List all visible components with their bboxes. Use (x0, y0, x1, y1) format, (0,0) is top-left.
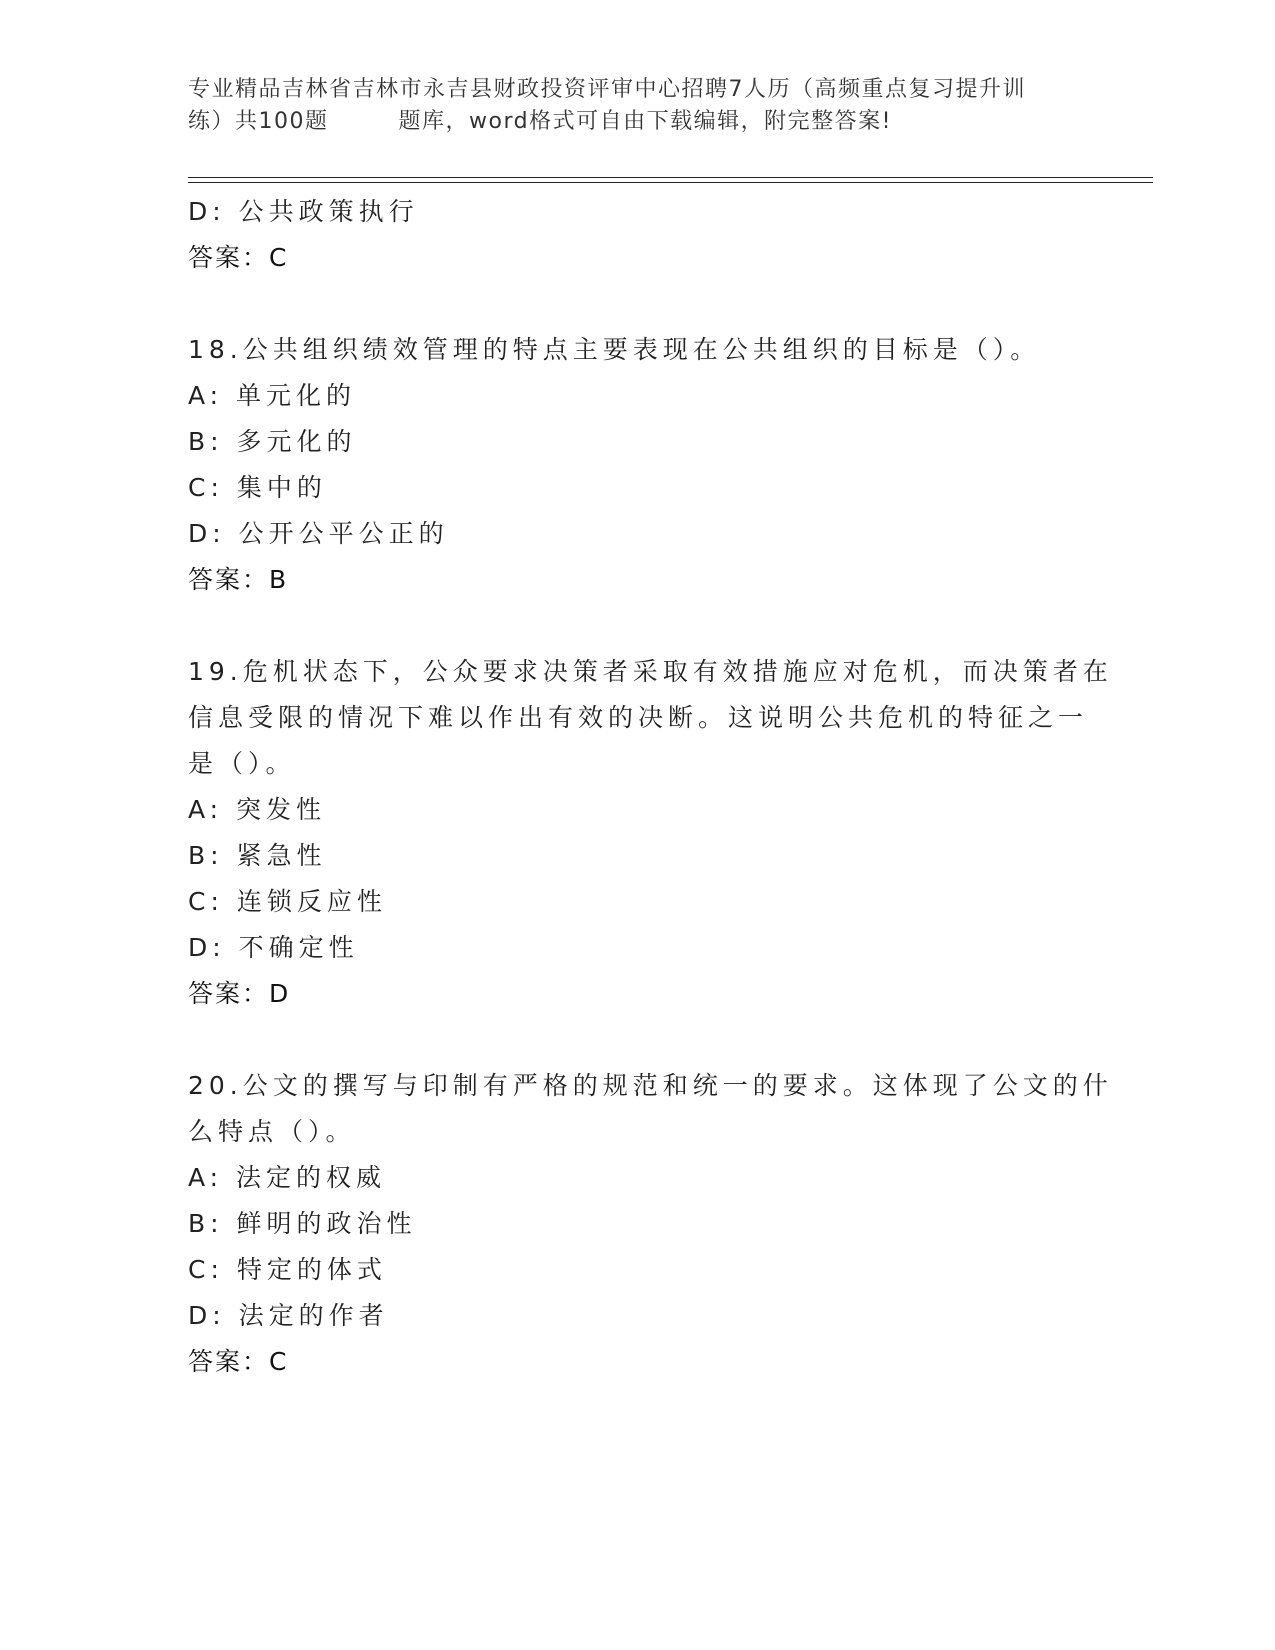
header-count: 练）共100题 (188, 109, 329, 134)
question-20-option-b: B: 鲜明的政治性 (188, 1209, 417, 1238)
header-description: 题库，word格式可自由下载编辑，附完整答案! (398, 109, 892, 134)
question-18-option-b: B: 多元化的 (188, 427, 357, 456)
header-rule-bottom (188, 182, 1153, 183)
question-20-option-d: D: 法定的作者 (188, 1301, 389, 1330)
page-header (188, 74, 1088, 138)
answer: 答案：C (188, 243, 289, 272)
question-19-text-line-2: 信息受限的情况下难以作出有效的决断。这说明公共危机的特征之一 (188, 703, 1089, 732)
question-19-text-line-3: 是（）。 (188, 749, 296, 778)
header-title-line-2 (188, 106, 1088, 138)
question-19-option-b: B: 紧急性 (188, 841, 327, 870)
question-19-option-d: D: 不确定性 (188, 933, 359, 962)
question-20-answer: 答案：C (188, 1347, 289, 1376)
question-18-option-a: A: 单元化的 (188, 381, 357, 410)
question-20-option-c: C: 特定的体式 (188, 1255, 387, 1284)
question-18-option-d: D: 公开公平公正的 (188, 519, 449, 548)
option-d: D: 公共政策执行 (188, 197, 419, 226)
question-list (188, 189, 1113, 1385)
question-20-option-a: A: 法定的权威 (188, 1163, 387, 1192)
question-19-option-a: A: 突发性 (188, 795, 327, 824)
question-19-text-line-1: 19.危机状态下，公众要求决策者采取有效措施应对危机，而决策者在 (188, 657, 1113, 686)
question-20-text-line-2: 么特点（）。 (188, 1117, 356, 1146)
question-19-answer: 答案：D (188, 979, 291, 1008)
question-19-option-c: C: 连锁反应性 (188, 887, 387, 916)
question-18-text: 18.公共组织绩效管理的特点主要表现在公共组织的目标是（）。 (188, 335, 1041, 364)
question-18-answer: 答案：B (188, 565, 289, 594)
header-title-line-1: 专业精品吉林省吉林市永吉县财政投资评审中心招聘7人历（高频重点复习提升训 (188, 77, 1026, 102)
question-18-option-c: C: 集中的 (188, 473, 327, 502)
header-rule-top (188, 177, 1153, 178)
question-20-text-line-1: 20.公文的撰写与印制有严格的规范和统一的要求。这体现了公文的什 (188, 1071, 1113, 1100)
